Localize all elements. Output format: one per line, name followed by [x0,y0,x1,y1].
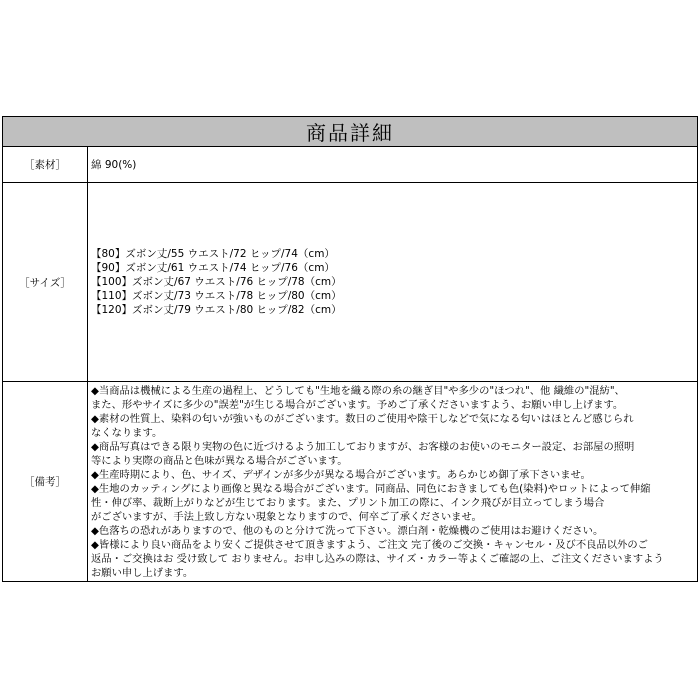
material-value [91,147,693,182]
notes-line: ◆生地のカッティングにより画像と異なる場合がございます。同商品、同色におきましても色(染料)やロットによって伸縮 [91,483,651,495]
notes-text [91,382,693,581]
notes-line: ◆生産時期により、色、サイズ、デザインが多少が異なる場合がございます。あらかじめ御了承下さいませ。 [91,469,591,481]
notes-line: 返品・ご交換はお 受け致して おりません。お申し込みの際は、サイズ・カラー等よくご確認の上、ご注文くださいますよう [91,553,664,565]
size-line-120: 【120】ズボン丈/79 ウエスト/80 ヒップ/82（cm） [91,304,342,316]
notes-row [3,382,697,581]
notes-line: ◆皆様により良い商品をより安くご提供させて頂きますよう、ご注文 完了後のご交換・キャンセル・及び不良品以外のご [91,539,648,551]
size-list [91,183,693,381]
size-line-100: 【100】ズボン丈/67 ウエスト/76 ヒップ/78（cm） [91,276,342,288]
size-row [3,183,697,382]
title-bar [3,117,697,147]
notes-line: ◆素材の性質上、染料の匂いが強いものがございます。数日のご使用や陰干しなどで気になる匂いはほとんど感じられ [91,413,634,425]
notes-line: ◆当商品は機械による生産の過程上、どうしても"生地を織る際の糸の継ぎ目"や多少の"ほつれ"、他 繊維の"混紡"、 [91,385,625,397]
notes-line: がございますが、手法上致し方ない現象となりますので、何卒ご了承くださいませ。 [91,511,482,523]
notes-line: 性・伸び率、裁断上がりなどが生じております。また、プリント加工の際に、インク飛びが目立ってしまう場合 [91,497,605,509]
material-row [3,147,697,183]
notes-line: 等により実際の商品と色味が異なる場合がございます。 [91,455,348,467]
product-details-table [2,116,698,582]
notes-line: ◆色落ちの恐れがありますので、他のものと分けて洗って下さい。漂白剤・乾燥機のご使用はお避けください。 [91,525,604,537]
size-label: ［サイズ］ [3,183,88,381]
notes-label: ［備考］ [3,382,88,581]
material-label: ［素材］ [3,147,88,182]
notes-line: お願い申し上げます。 [91,567,194,579]
size-line-80: 【80】ズボン丈/55 ウエスト/72 ヒップ/74（cm） [91,248,335,260]
size-line-110: 【110】ズボン丈/73 ウエスト/78 ヒップ/80（cm） [91,290,342,302]
notes-line: なくなります。 [91,427,163,439]
page-title: 商品詳細 [306,121,394,145]
notes-line: また、形やサイズに多少の"誤差"が生じる場合がございます。予めご了承くださいますよう、お願い申し上げます。 [91,399,624,411]
size-line-90: 【90】ズボン丈/61 ウエスト/74 ヒップ/76（cm） [91,262,335,274]
material-text: 綿 90(%) [91,158,137,171]
notes-line: ◆商品写真はできる限り実物の色に近づけるよう加工しておりますが、お客様のお使いのモニター設定、お部屋の照明 [91,441,635,453]
